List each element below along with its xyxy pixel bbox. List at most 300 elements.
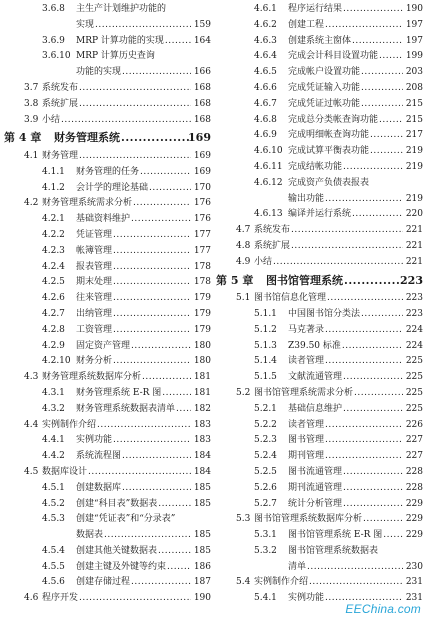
toc-entry-page: 221 xyxy=(405,225,423,236)
toc-entry[interactable] xyxy=(4,212,212,228)
toc-entry-page: 223 xyxy=(405,308,423,319)
toc-entry-number: 5.2 xyxy=(236,387,251,398)
toc-entry-number: 4.2.3 xyxy=(42,245,65,256)
toc-entry-number: 第 4 章 xyxy=(4,131,42,145)
toc-chapter-entry[interactable] xyxy=(216,271,424,292)
toc-entry[interactable] xyxy=(4,260,212,276)
toc-entry-number: 4.7 xyxy=(236,225,251,236)
toc-entry-number: 5.2.2 xyxy=(254,419,277,430)
toc-entry-page: 227 xyxy=(405,435,423,446)
toc-entry-page: 169 xyxy=(188,131,211,145)
toc-entry[interactable] xyxy=(4,34,212,50)
toc-entry-page: 185 xyxy=(193,545,211,556)
toc-entry[interactable] xyxy=(4,275,212,291)
dot-leader xyxy=(113,244,191,260)
toc-entry-number: 4.6.8 xyxy=(254,114,277,125)
toc-entry-title: 实例制作介绍 xyxy=(42,419,97,430)
toc-entry-page: 231 xyxy=(405,577,423,588)
toc-entry[interactable] xyxy=(4,181,212,197)
dot-leader xyxy=(343,481,403,497)
toc-entry-title: 中国图书馆分类法 xyxy=(288,308,361,319)
dot-leader xyxy=(307,560,403,576)
toc-entry-number: 4.1 xyxy=(24,150,39,161)
toc-entry-page: 219 xyxy=(405,193,423,204)
toc-entry[interactable] xyxy=(216,339,424,355)
watermark: EEChina.com xyxy=(345,602,421,616)
toc-entry-page: 176 xyxy=(193,198,211,209)
toc-entry[interactable] xyxy=(4,18,212,34)
toc-entry-page: 225 xyxy=(405,372,423,383)
toc-entry-number: 4.8 xyxy=(236,240,251,251)
toc-entry[interactable] xyxy=(4,65,212,81)
toc-entry-title: 完成结帐功能 xyxy=(288,161,343,172)
toc-entry-number: 4.4 xyxy=(24,419,39,430)
toc-entry-title: 图书管理 xyxy=(288,435,325,446)
toc-entry-title: 报表管理 xyxy=(76,261,113,272)
dot-leader xyxy=(79,149,191,165)
toc-entry-page: 224 xyxy=(405,324,423,335)
toc-entry-page: 168 xyxy=(193,82,211,93)
dot-leader xyxy=(133,196,191,212)
toc-entry-page: 183 xyxy=(193,435,211,446)
toc-entry-title: 创建数据库 xyxy=(76,482,122,493)
toc-entry-title: 期刊管理 xyxy=(288,451,325,462)
toc-entry[interactable] xyxy=(216,160,424,176)
toc-entry[interactable] xyxy=(216,386,424,402)
toc-entry[interactable] xyxy=(216,176,424,192)
toc-entry-page: 168 xyxy=(193,114,211,125)
dot-leader xyxy=(325,323,403,339)
toc-entry-number: 4.4.1 xyxy=(42,435,65,446)
dot-leader xyxy=(325,354,403,370)
toc-entry[interactable] xyxy=(4,465,212,481)
toc-entry-title: 程序运行结果 xyxy=(288,4,343,14)
toc-entry[interactable] xyxy=(216,97,424,113)
toc-entry[interactable] xyxy=(4,113,212,129)
toc-entry-title: 系统扩展 xyxy=(254,240,291,251)
dot-leader xyxy=(325,449,403,465)
toc-entry-number: 4.6.6 xyxy=(254,82,277,93)
toc-entry[interactable] xyxy=(4,544,212,560)
dot-leader xyxy=(79,97,191,113)
toc-entry[interactable] xyxy=(4,196,212,212)
toc-entry[interactable] xyxy=(4,2,212,18)
toc-entry-title: 完成明细帐查询功能 xyxy=(288,130,370,141)
toc-entry[interactable] xyxy=(4,291,212,307)
toc-entry[interactable] xyxy=(4,339,212,355)
toc-entry-number: 4.6.11 xyxy=(254,161,283,172)
dot-leader xyxy=(113,275,191,291)
dot-leader xyxy=(361,65,403,81)
toc-entry-title: 创建工程 xyxy=(288,19,325,30)
toc-entry[interactable] xyxy=(4,560,212,576)
toc-entry-page: 184 xyxy=(193,451,211,462)
toc-entry-number: 4.5.2 xyxy=(42,498,65,509)
toc-entry-number: 4.6.2 xyxy=(254,19,277,30)
dot-leader xyxy=(325,418,403,434)
toc-entry-number: 4.6.12 xyxy=(254,177,283,188)
toc-entry[interactable] xyxy=(216,49,424,65)
dot-leader xyxy=(344,271,403,292)
toc-entry-title: 财务管理 xyxy=(42,150,79,161)
toc-entry-page: 230 xyxy=(405,561,423,572)
toc-entry-title: 小结 xyxy=(254,256,273,267)
toc-entry-title: 小结 xyxy=(42,114,61,125)
toc-entry-title: 完成凭证输入功能 xyxy=(288,82,361,93)
toc-entry-number: 第 5 章 xyxy=(216,273,254,287)
toc-entry-title: 系统流程图 xyxy=(76,451,122,462)
toc-entry-number: 4.9 xyxy=(236,256,251,267)
toc-entry-page: 221 xyxy=(405,256,423,267)
toc-entry-page: 179 xyxy=(193,293,211,304)
toc-entry-title: 创建系统主窗体 xyxy=(288,35,352,46)
toc-entry-page: 228 xyxy=(405,466,423,477)
toc-entry[interactable] xyxy=(216,128,424,144)
toc-entry-title: 系统扩展 xyxy=(42,98,79,109)
toc-entry-number: 4.2.1 xyxy=(42,214,65,225)
toc-entry-title: MRP 计算历史查询 xyxy=(76,51,155,62)
toc-entry[interactable] xyxy=(216,144,424,160)
toc-entry-number: 4.6.4 xyxy=(254,51,277,62)
toc-entry[interactable] xyxy=(216,113,424,129)
toc-entry-page: 185 xyxy=(193,482,211,493)
toc-entry-page: 219 xyxy=(405,146,423,157)
toc-entry[interactable] xyxy=(216,207,424,223)
toc-entry[interactable] xyxy=(216,291,424,307)
toc-entry[interactable] xyxy=(4,149,212,165)
toc-entry-page: 225 xyxy=(405,387,423,398)
toc-entry-title: 完成总分类帐查询功能 xyxy=(288,114,379,125)
toc-entry-title: 系统发布 xyxy=(42,82,79,93)
toc-entry-title: 基础信息维护 xyxy=(288,403,343,414)
toc-entry-number: 4.6.7 xyxy=(254,98,277,109)
toc-entry-number: 4.5.6 xyxy=(42,577,65,588)
dot-leader xyxy=(131,575,191,591)
toc-entry[interactable] xyxy=(216,560,424,576)
toc-entry-page: 186 xyxy=(193,561,211,572)
toc-entry-title: 实现 xyxy=(76,19,95,30)
toc-entry-title: 读者管理 xyxy=(288,356,325,367)
dot-leader xyxy=(370,144,403,160)
toc-entry-title: 财务管理系统数据表清单 xyxy=(76,403,176,414)
toc-entry-number: 4.6.1 xyxy=(254,4,277,14)
toc-entry-title: 功能的实现 xyxy=(76,67,122,78)
toc-entry-page: 166 xyxy=(193,67,211,78)
dot-leader xyxy=(162,386,191,402)
dot-leader xyxy=(142,370,191,386)
toc-entry-number: 3.6.8 xyxy=(42,4,65,14)
toc-entry-page: 169 xyxy=(193,166,211,177)
toc-entry-title: 固定资产管理 xyxy=(76,340,131,351)
toc-entry-title: 工资管理 xyxy=(76,324,113,335)
toc-entry-number: 4.2.9 xyxy=(42,340,65,351)
toc-entry-title: 基础资料维护 xyxy=(76,214,131,225)
dot-leader xyxy=(273,255,403,271)
toc-entry-number: 4.1.1 xyxy=(42,166,65,177)
dot-leader xyxy=(325,18,403,34)
toc-entry-number: 4.2.6 xyxy=(42,293,65,304)
dot-leader xyxy=(158,497,191,513)
dot-leader xyxy=(354,386,403,402)
toc-entry-page: 181 xyxy=(193,387,211,398)
toc-entry-page: 215 xyxy=(405,114,423,125)
toc-entry-page: 190 xyxy=(193,593,211,604)
toc-entry-page: 224 xyxy=(405,340,423,351)
toc-entry[interactable] xyxy=(4,512,212,528)
dot-leader xyxy=(97,418,191,434)
toc-entry[interactable] xyxy=(4,49,212,65)
dot-leader xyxy=(113,228,191,244)
toc-entry[interactable] xyxy=(4,497,212,513)
toc-entry-page: 229 xyxy=(405,498,423,509)
toc-entry[interactable] xyxy=(4,165,212,181)
toc-entry-title: 图书馆管理系统数据库分析 xyxy=(254,514,363,525)
toc-entry[interactable] xyxy=(216,354,424,370)
toc-entry-page: 231 xyxy=(405,593,423,604)
toc-entry-title: 创建存储过程 xyxy=(76,577,131,588)
toc-entry-page: 181 xyxy=(193,372,211,383)
toc-entry-title: 完成资产负债表报表 xyxy=(288,177,370,188)
toc-entry[interactable] xyxy=(4,402,212,418)
dot-leader xyxy=(343,160,403,176)
toc-entry[interactable] xyxy=(216,402,424,418)
toc-entry-page: 215 xyxy=(405,98,423,109)
toc-entry-number: 4.5 xyxy=(24,466,39,477)
toc-entry-number: 4.2.7 xyxy=(42,308,65,319)
toc-entry[interactable] xyxy=(4,354,212,370)
toc-entry[interactable] xyxy=(216,481,424,497)
toc-entry[interactable] xyxy=(4,244,212,260)
dot-leader xyxy=(113,433,191,449)
toc-entry[interactable] xyxy=(216,512,424,528)
toc-entry-title: 图书馆管理系统 xyxy=(266,273,343,287)
dot-leader xyxy=(352,207,403,223)
toc-entry-number: 4.5.5 xyxy=(42,561,65,572)
toc-entry-page: 187 xyxy=(193,577,211,588)
toc-entry[interactable] xyxy=(216,34,424,50)
toc-column-right xyxy=(216,2,424,607)
dot-leader xyxy=(95,18,191,34)
toc-entry-title: 财务分析 xyxy=(76,356,113,367)
toc-entry-page: 225 xyxy=(405,403,423,414)
dot-leader xyxy=(88,465,191,481)
toc-entry-title: 数据表 xyxy=(76,530,104,541)
toc-entry-page: 164 xyxy=(193,35,211,46)
toc-entry-number: 3.6.9 xyxy=(42,35,65,46)
dot-leader xyxy=(361,81,403,97)
toc-entry-number: 5.1.4 xyxy=(254,356,277,367)
dot-leader xyxy=(131,212,191,228)
toc-entry-page: 190 xyxy=(405,4,423,14)
toc-entry-number: 5.2.7 xyxy=(254,498,277,509)
toc-entry-title: 完成凭证过帐功能 xyxy=(288,98,361,109)
toc-entry-number: 4.2.4 xyxy=(42,261,65,272)
toc-entry-page: 223 xyxy=(405,293,423,304)
toc-entry-page: 182 xyxy=(193,403,211,414)
toc-entry[interactable] xyxy=(216,81,424,97)
toc-entry-title: 文献流通管理 xyxy=(288,372,343,383)
toc-entry-title: 图书馆管理系统 E-R 图 xyxy=(288,530,383,541)
toc-entry-title: 清单 xyxy=(288,561,307,572)
toc-entry[interactable] xyxy=(216,2,424,18)
toc-entry[interactable] xyxy=(216,65,424,81)
toc-entry-number: 4.2.8 xyxy=(42,324,65,335)
toc-entry-title: 凭证管理 xyxy=(76,229,113,240)
dot-leader xyxy=(104,528,191,544)
toc-entry[interactable] xyxy=(216,223,424,239)
toc-entry-number: 4.6.3 xyxy=(254,35,277,46)
toc-entry-page: 203 xyxy=(405,67,423,78)
toc-entry[interactable] xyxy=(216,449,424,465)
toc-entry-page: 168 xyxy=(193,98,211,109)
toc-entry-title: 主生产计划维护功能的 xyxy=(76,4,167,14)
toc-entry-number: 5.4.1 xyxy=(254,593,277,604)
toc-entry-page: 185 xyxy=(193,530,211,541)
toc-entry-title: 图书馆管理系统数据表 xyxy=(288,545,379,556)
dot-leader xyxy=(327,291,403,307)
dot-leader xyxy=(361,97,403,113)
toc-entry-number: 5.3 xyxy=(236,514,251,525)
toc-entry[interactable] xyxy=(216,192,424,208)
toc-entry-title: 创建其他关键数据表 xyxy=(76,545,158,556)
toc-entry-title: 创建“凭证表”和“分录表” xyxy=(76,514,176,525)
toc-entry-title: 财务管理的任务 xyxy=(76,166,140,177)
toc-entry-number: 5.4 xyxy=(236,577,251,588)
dot-leader xyxy=(343,370,403,386)
toc-entry-page: 180 xyxy=(193,340,211,351)
toc-entry[interactable] xyxy=(4,370,212,386)
toc-entry-number: 3.7 xyxy=(24,82,39,93)
toc-entry[interactable] xyxy=(4,386,212,402)
toc-entry-title: 实例功能 xyxy=(76,435,113,446)
toc-entry-number: 4.6.9 xyxy=(254,130,277,141)
toc-entry[interactable] xyxy=(216,497,424,513)
toc-entry-number: 4.6.13 xyxy=(254,209,283,220)
dot-leader xyxy=(361,307,403,323)
toc-entry-page: 217 xyxy=(405,130,423,141)
toc-entry-number: 4.6.10 xyxy=(254,146,283,157)
dot-leader xyxy=(342,339,403,355)
toc-entry-title: 期末处理 xyxy=(76,277,113,288)
toc-entry[interactable] xyxy=(4,418,212,434)
dot-leader xyxy=(352,34,403,50)
dot-leader xyxy=(379,49,403,65)
toc-entry[interactable] xyxy=(4,481,212,497)
toc-entry-title: 财务管理系统 xyxy=(54,131,120,145)
toc-entry-title: 图书馆信息化管理 xyxy=(254,293,327,304)
toc-entry-page: 219 xyxy=(405,161,423,172)
toc-entry-page: 197 xyxy=(405,19,423,30)
toc-entry-number: 4.5.1 xyxy=(42,482,65,493)
toc-entry-page: 178 xyxy=(193,261,211,272)
toc-entry-page: 177 xyxy=(193,245,211,256)
toc-entry[interactable] xyxy=(216,544,424,560)
toc-entry-number: 5.3.1 xyxy=(254,530,277,541)
toc-entry[interactable] xyxy=(216,418,424,434)
toc-entry-title: 输出功能 xyxy=(288,193,325,204)
toc-entry-number: 4.4.2 xyxy=(42,451,65,462)
toc-entry-number: 4.2.2 xyxy=(42,229,65,240)
dot-leader xyxy=(325,192,403,208)
toc-entry[interactable] xyxy=(4,433,212,449)
toc-entry-page: 221 xyxy=(405,240,423,251)
toc-entry[interactable] xyxy=(4,81,212,97)
toc-entry-title: 马克著录 xyxy=(288,324,325,335)
toc-entry-number: 4.6 xyxy=(24,593,39,604)
dot-leader xyxy=(79,81,191,97)
toc-entry[interactable] xyxy=(4,528,212,544)
toc-entry-page: 169 xyxy=(193,150,211,161)
toc-entry-page: 228 xyxy=(405,482,423,493)
toc-entry[interactable] xyxy=(216,528,424,544)
toc-entry[interactable] xyxy=(4,97,212,113)
toc-entry[interactable] xyxy=(216,433,424,449)
dot-leader xyxy=(113,291,191,307)
toc-entry-page: 227 xyxy=(405,451,423,462)
toc-entry-number: 4.2 xyxy=(24,198,39,209)
toc-entry-title: 创建主键及外键等约束 xyxy=(76,561,167,572)
toc-entry-title: 图书馆管理系统需求分析 xyxy=(254,387,354,398)
toc-entry-title: 统计分析管理 xyxy=(288,498,343,509)
toc-entry[interactable] xyxy=(4,307,212,323)
dot-leader xyxy=(122,481,191,497)
toc-entry-page: 220 xyxy=(405,209,423,220)
toc-entry[interactable] xyxy=(4,449,212,465)
toc-entry-number: 4.5.3 xyxy=(42,514,65,525)
dot-leader xyxy=(343,497,403,513)
toc-entry[interactable] xyxy=(216,370,424,386)
toc-entry-number: 4.6.5 xyxy=(254,67,277,78)
toc-entry-page: 225 xyxy=(405,356,423,367)
toc-entry-page: 183 xyxy=(193,419,211,430)
toc-entry[interactable] xyxy=(216,323,424,339)
toc-entry-page: 170 xyxy=(193,182,211,193)
toc-entry[interactable] xyxy=(216,239,424,255)
dot-leader xyxy=(325,433,403,449)
toc-entry[interactable] xyxy=(216,18,424,34)
toc-entry[interactable] xyxy=(216,307,424,323)
toc-entry[interactable] xyxy=(4,323,212,339)
dot-leader xyxy=(113,307,191,323)
toc-entry-page: 229 xyxy=(405,530,423,541)
toc-entry-title: 实例功能 xyxy=(288,593,325,604)
dot-leader xyxy=(363,512,403,528)
toc-entry-number: 4.3.1 xyxy=(42,387,65,398)
toc-entry-title: 财务管理系统 E-R 图 xyxy=(76,387,162,398)
dot-leader xyxy=(379,113,403,129)
toc-entry[interactable] xyxy=(216,575,424,591)
toc-entry-number: 5.2.1 xyxy=(254,403,277,414)
toc-entry-title: 完成试算平衡表功能 xyxy=(288,146,370,157)
toc-entry-title: 财务管理系统数据库分析 xyxy=(42,372,142,383)
toc-entry-page: 179 xyxy=(193,324,211,335)
toc-entry-title: 系统发布 xyxy=(254,225,291,236)
toc-entry-number: 3.8 xyxy=(24,98,39,109)
dot-leader xyxy=(113,260,191,276)
toc-entry[interactable] xyxy=(4,575,212,591)
toc-entry-number: 5.1.3 xyxy=(254,340,277,351)
toc-entry[interactable] xyxy=(216,465,424,481)
toc-entry-title: 会计学的理论基础 xyxy=(76,182,149,193)
toc-entry[interactable] xyxy=(4,591,212,607)
toc-entry[interactable] xyxy=(216,255,424,271)
dot-leader xyxy=(370,128,403,144)
toc-chapter-entry[interactable] xyxy=(4,128,212,149)
toc-entry[interactable] xyxy=(4,228,212,244)
toc-entry-title: MRP 计算功能的实现 xyxy=(76,35,164,46)
toc-entry-title: 数据库设计 xyxy=(42,466,88,477)
dot-leader xyxy=(121,128,191,149)
